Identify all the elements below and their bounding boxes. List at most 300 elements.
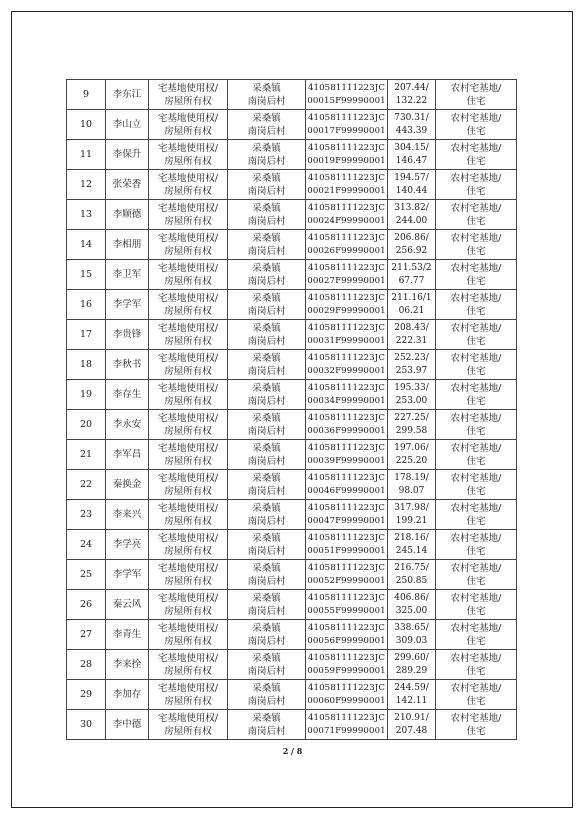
table-row <box>67 380 517 410</box>
land-use-cell-line-2: 住宅 <box>466 155 486 167</box>
row-number-cell: 20 <box>67 410 106 440</box>
land-use-cell-line-1: 农村宅基地/ <box>450 82 502 94</box>
table-row <box>67 710 517 740</box>
unit-code-cell-line-1: 410581111223JC <box>307 682 386 693</box>
unit-code-cell-line-2: 00047F99990001 <box>307 515 386 526</box>
row-number-cell: 17 <box>67 320 106 350</box>
unit-code-cell-line-1: 410581111223JC <box>307 382 386 393</box>
area-cell-line-2: 443.39 <box>395 125 428 136</box>
location-cell-line-2: 南岗后村 <box>247 365 286 377</box>
land-use-cell-line-1: 农村宅基地/ <box>450 622 502 634</box>
location-cell <box>228 230 306 260</box>
unit-code-cell-line-1: 410581111223JC <box>307 712 386 723</box>
location-cell <box>228 260 306 290</box>
location-cell-line-1: 采桑镇 <box>252 622 281 634</box>
owner-name-cell: 李学军 <box>106 560 149 590</box>
land-use-cell-line-2: 住宅 <box>466 275 486 287</box>
land-use-cell <box>436 320 517 350</box>
area-cell-line-2: 256.92 <box>395 245 428 256</box>
unit-code-cell-line-1: 410581111223JC <box>307 592 386 603</box>
location-cell-line-1: 采桑镇 <box>252 472 281 484</box>
area-cell-line-1: 406.86/ <box>394 592 429 603</box>
area-cell-line-2: 207.48 <box>395 725 428 736</box>
right-type-cell <box>149 170 228 200</box>
land-use-cell-line-2: 住宅 <box>466 215 486 227</box>
location-cell-line-1: 采桑镇 <box>252 532 281 544</box>
right-type-cell-line-1: 宅基地使用权/ <box>157 562 219 574</box>
unit-code-cell <box>306 650 388 680</box>
unit-code-cell-line-1: 410581111223JC <box>307 442 386 453</box>
location-cell <box>228 80 306 110</box>
unit-code-cell <box>306 290 388 320</box>
land-use-cell <box>436 170 517 200</box>
unit-code-cell-line-1: 410581111223JC <box>307 172 386 183</box>
table-row <box>67 590 517 620</box>
area-cell <box>388 260 436 290</box>
right-type-cell-line-2: 房屋所有权 <box>164 575 212 587</box>
location-cell-line-2: 南岗后村 <box>247 305 286 317</box>
row-number-cell: 23 <box>67 500 106 530</box>
right-type-cell <box>149 530 228 560</box>
land-use-cell-line-1: 农村宅基地/ <box>450 472 502 484</box>
unit-code-cell-line-2: 00017F99990001 <box>307 125 386 136</box>
right-type-cell <box>149 500 228 530</box>
area-cell <box>388 650 436 680</box>
unit-code-cell <box>306 410 388 440</box>
right-type-cell-line-2: 房屋所有权 <box>164 275 212 287</box>
location-cell-line-1: 采桑镇 <box>252 202 281 214</box>
right-type-cell <box>149 620 228 650</box>
right-type-cell <box>149 380 228 410</box>
right-type-cell <box>149 230 228 260</box>
area-cell <box>388 230 436 260</box>
area-cell-line-1: 211.16/1 <box>391 292 432 303</box>
land-use-cell <box>436 530 517 560</box>
right-type-cell <box>149 440 228 470</box>
right-type-cell-line-1: 宅基地使用权/ <box>157 532 219 544</box>
right-type-cell-line-2: 房屋所有权 <box>164 395 212 407</box>
right-type-cell-line-2: 房屋所有权 <box>164 335 212 347</box>
area-cell <box>388 590 436 620</box>
right-type-cell-line-1: 宅基地使用权/ <box>157 592 219 604</box>
area-cell-line-1: 317.98/ <box>394 502 429 513</box>
unit-code-cell <box>306 710 388 740</box>
land-use-cell <box>436 710 517 740</box>
unit-code-cell <box>306 560 388 590</box>
right-type-cell <box>149 80 228 110</box>
area-cell-line-1: 194.57/ <box>394 172 429 183</box>
location-cell-line-2: 南岗后村 <box>247 485 286 497</box>
right-type-cell-line-1: 宅基地使用权/ <box>157 232 219 244</box>
right-type-cell-line-2: 房屋所有权 <box>164 455 212 467</box>
right-type-cell-line-2: 房屋所有权 <box>164 95 212 107</box>
right-type-cell-line-2: 房屋所有权 <box>164 485 212 497</box>
unit-code-cell-line-1: 410581111223JC <box>307 322 386 333</box>
right-type-cell-line-2: 房屋所有权 <box>164 515 212 527</box>
right-type-cell-line-1: 宅基地使用权/ <box>157 682 219 694</box>
right-type-cell-line-1: 宅基地使用权/ <box>157 472 219 484</box>
land-use-cell <box>436 560 517 590</box>
land-use-cell-line-1: 农村宅基地/ <box>450 562 502 574</box>
location-cell-line-1: 采桑镇 <box>252 82 281 94</box>
right-type-cell-line-2: 房屋所有权 <box>164 425 212 437</box>
land-use-cell-line-2: 住宅 <box>466 425 486 437</box>
right-type-cell <box>149 350 228 380</box>
owner-name-cell: 李来拴 <box>106 650 149 680</box>
land-use-cell-line-2: 住宅 <box>466 455 486 467</box>
unit-code-cell <box>306 500 388 530</box>
owner-name-cell: 李秋书 <box>106 350 149 380</box>
right-type-cell-line-1: 宅基地使用权/ <box>157 502 219 514</box>
unit-code-cell-line-2: 00034F99990001 <box>307 395 386 406</box>
row-number-cell: 14 <box>67 230 106 260</box>
location-cell-line-2: 南岗后村 <box>247 335 286 347</box>
area-cell-line-2: 244.00 <box>395 215 428 226</box>
area-cell <box>388 350 436 380</box>
area-cell-line-1: 207.44/ <box>394 82 429 93</box>
table-row <box>67 290 517 320</box>
location-cell-line-2: 南岗后村 <box>247 545 286 557</box>
location-cell <box>228 680 306 710</box>
land-use-cell <box>436 260 517 290</box>
location-cell <box>228 320 306 350</box>
land-use-cell <box>436 500 517 530</box>
right-type-cell-line-2: 房屋所有权 <box>164 185 212 197</box>
location-cell <box>228 590 306 620</box>
land-use-cell-line-2: 住宅 <box>466 125 486 137</box>
land-use-cell-line-1: 农村宅基地/ <box>450 532 502 544</box>
right-type-cell-line-2: 房屋所有权 <box>164 725 212 737</box>
table-row <box>67 530 517 560</box>
location-cell-line-1: 采桑镇 <box>252 652 281 664</box>
right-type-cell-line-2: 房屋所有权 <box>164 665 212 677</box>
location-cell-line-2: 南岗后村 <box>247 605 286 617</box>
land-use-cell-line-1: 农村宅基地/ <box>450 142 502 154</box>
area-cell-line-1: 227.25/ <box>394 412 429 423</box>
unit-code-cell-line-1: 410581111223JC <box>307 502 386 513</box>
area-cell-line-2: 225.20 <box>395 455 428 466</box>
land-use-cell-line-2: 住宅 <box>466 665 486 677</box>
area-cell <box>388 470 436 500</box>
area-cell-line-2: 67.77 <box>398 275 425 286</box>
location-cell <box>228 140 306 170</box>
unit-code-cell-line-2: 00032F99990001 <box>307 365 386 376</box>
land-use-cell-line-1: 农村宅基地/ <box>450 172 502 184</box>
location-cell <box>228 710 306 740</box>
location-cell-line-1: 采桑镇 <box>252 412 281 424</box>
unit-code-cell-line-1: 410581111223JC <box>307 532 386 543</box>
unit-code-cell-line-1: 410581111223JC <box>307 142 386 153</box>
unit-code-cell <box>306 440 388 470</box>
row-number-cell: 9 <box>67 80 106 110</box>
table-row <box>67 260 517 290</box>
area-cell-line-1: 208.43/ <box>394 322 429 333</box>
right-type-cell-line-1: 宅基地使用权/ <box>157 652 219 664</box>
row-number-cell: 29 <box>67 680 106 710</box>
right-type-cell-line-1: 宅基地使用权/ <box>157 142 219 154</box>
unit-code-cell <box>306 590 388 620</box>
table-row <box>67 620 517 650</box>
table-row <box>67 440 517 470</box>
area-cell <box>388 140 436 170</box>
location-cell <box>228 650 306 680</box>
table-row <box>67 110 517 140</box>
area-cell-line-2: 289.29 <box>395 665 428 676</box>
unit-code-cell-line-2: 00036F99990001 <box>307 425 386 436</box>
area-cell <box>388 620 436 650</box>
location-cell <box>228 470 306 500</box>
unit-code-cell-line-2: 00056F99990001 <box>307 635 386 646</box>
row-number-cell: 10 <box>67 110 106 140</box>
row-number-cell: 11 <box>67 140 106 170</box>
right-type-cell-line-2: 房屋所有权 <box>164 305 212 317</box>
area-cell-line-2: 140.44 <box>395 185 428 196</box>
area-cell-line-2: 325.00 <box>395 605 428 616</box>
right-type-cell-line-1: 宅基地使用权/ <box>157 262 219 274</box>
location-cell-line-2: 南岗后村 <box>247 215 286 227</box>
land-use-cell-line-1: 农村宅基地/ <box>450 442 502 454</box>
row-number-cell: 26 <box>67 590 106 620</box>
unit-code-cell-line-2: 00019F99990001 <box>307 155 386 166</box>
owner-name-cell: 李相朋 <box>106 230 149 260</box>
location-cell-line-2: 南岗后村 <box>247 665 286 677</box>
area-cell <box>388 680 436 710</box>
unit-code-cell-line-2: 00052F99990001 <box>307 575 386 586</box>
property-rights-table <box>66 79 517 740</box>
unit-code-cell <box>306 140 388 170</box>
right-type-cell-line-1: 宅基地使用权/ <box>157 322 219 334</box>
unit-code-cell-line-2: 00027F99990001 <box>307 275 386 286</box>
right-type-cell-line-2: 房屋所有权 <box>164 155 212 167</box>
land-use-cell-line-1: 农村宅基地/ <box>450 292 502 304</box>
owner-name-cell: 李学军 <box>106 290 149 320</box>
owner-name-cell: 李中德 <box>106 710 149 740</box>
red-stamp-fragment <box>560 414 570 494</box>
owner-name-cell: 秦换金 <box>106 470 149 500</box>
land-use-cell-line-1: 农村宅基地/ <box>450 262 502 274</box>
unit-code-cell-line-2: 00039F99990001 <box>307 455 386 466</box>
right-type-cell <box>149 320 228 350</box>
land-use-cell-line-1: 农村宅基地/ <box>450 682 502 694</box>
row-number-cell: 27 <box>67 620 106 650</box>
table-row <box>67 470 517 500</box>
unit-code-cell-line-2: 00071F99990001 <box>307 725 386 736</box>
unit-code-cell-line-1: 410581111223JC <box>307 112 386 123</box>
right-type-cell <box>149 200 228 230</box>
land-use-cell <box>436 230 517 260</box>
table-row <box>67 140 517 170</box>
row-number-cell: 15 <box>67 260 106 290</box>
area-cell-line-1: 252.23/ <box>394 352 429 363</box>
area-cell <box>388 200 436 230</box>
area-cell <box>388 380 436 410</box>
land-use-cell-line-2: 住宅 <box>466 575 486 587</box>
land-use-cell-line-2: 住宅 <box>466 485 486 497</box>
unit-code-cell-line-2: 00051F99990001 <box>307 545 386 556</box>
row-number-cell: 24 <box>67 530 106 560</box>
right-type-cell-line-2: 房屋所有权 <box>164 605 212 617</box>
owner-name-cell: 李青生 <box>106 620 149 650</box>
unit-code-cell-line-1: 410581111223JC <box>307 472 386 483</box>
row-number-cell: 16 <box>67 290 106 320</box>
right-type-cell <box>149 650 228 680</box>
land-use-cell-line-1: 农村宅基地/ <box>450 382 502 394</box>
area-cell-line-2: 245.14 <box>395 545 428 556</box>
area-cell-line-2: 253.97 <box>395 365 428 376</box>
location-cell-line-1: 采桑镇 <box>252 142 281 154</box>
right-type-cell <box>149 590 228 620</box>
unit-code-cell <box>306 80 388 110</box>
land-use-cell-line-1: 农村宅基地/ <box>450 352 502 364</box>
owner-name-cell: 李永安 <box>106 410 149 440</box>
land-use-cell-line-1: 农村宅基地/ <box>450 322 502 334</box>
area-cell-line-1: 210.91/ <box>394 712 429 723</box>
right-type-cell-line-2: 房屋所有权 <box>164 245 212 257</box>
land-use-cell-line-2: 住宅 <box>466 695 486 707</box>
right-type-cell <box>149 710 228 740</box>
unit-code-cell-line-1: 410581111223JC <box>307 262 386 273</box>
location-cell-line-1: 采桑镇 <box>252 592 281 604</box>
unit-code-cell-line-2: 00046F99990001 <box>307 485 386 496</box>
area-cell-line-2: 142.11 <box>395 695 428 706</box>
land-use-cell-line-1: 农村宅基地/ <box>450 232 502 244</box>
unit-code-cell-line-2: 00021F99990001 <box>307 185 386 196</box>
location-cell-line-2: 南岗后村 <box>247 455 286 467</box>
location-cell-line-2: 南岗后村 <box>247 155 286 167</box>
unit-code-cell-line-1: 410581111223JC <box>307 412 386 423</box>
land-use-cell <box>436 350 517 380</box>
right-type-cell <box>149 680 228 710</box>
right-type-cell-line-2: 房屋所有权 <box>164 695 212 707</box>
unit-code-cell-line-1: 410581111223JC <box>307 562 386 573</box>
location-cell-line-2: 南岗后村 <box>247 695 286 707</box>
land-use-cell-line-2: 住宅 <box>466 245 486 257</box>
row-number-cell: 30 <box>67 710 106 740</box>
land-use-cell <box>436 200 517 230</box>
unit-code-cell <box>306 260 388 290</box>
right-type-cell <box>149 290 228 320</box>
location-cell <box>228 620 306 650</box>
unit-code-cell-line-1: 410581111223JC <box>307 352 386 363</box>
land-use-cell-line-2: 住宅 <box>466 305 486 317</box>
area-cell-line-2: 98.07 <box>398 485 425 496</box>
location-cell-line-2: 南岗后村 <box>247 425 286 437</box>
area-cell-line-2: 146.47 <box>395 155 428 166</box>
table-row <box>67 80 517 110</box>
unit-code-cell-line-2: 00060F99990001 <box>307 695 386 706</box>
area-cell-line-2: 309.03 <box>395 635 428 646</box>
unit-code-cell-line-2: 00059F99990001 <box>307 665 386 676</box>
unit-code-cell <box>306 350 388 380</box>
area-cell <box>388 560 436 590</box>
table-body <box>67 80 517 740</box>
table-row <box>67 560 517 590</box>
area-cell <box>388 110 436 140</box>
owner-name-cell: 李顺德 <box>106 200 149 230</box>
owner-name-cell: 李山立 <box>106 110 149 140</box>
right-type-cell <box>149 470 228 500</box>
unit-code-cell <box>306 320 388 350</box>
land-use-cell-line-2: 住宅 <box>466 335 486 347</box>
location-cell-line-2: 南岗后村 <box>247 395 286 407</box>
land-use-cell-line-2: 住宅 <box>466 95 486 107</box>
unit-code-cell <box>306 680 388 710</box>
unit-code-cell <box>306 110 388 140</box>
right-type-cell-line-2: 房屋所有权 <box>164 125 212 137</box>
owner-name-cell: 李保升 <box>106 140 149 170</box>
right-type-cell-line-1: 宅基地使用权/ <box>157 172 219 184</box>
location-cell-line-1: 采桑镇 <box>252 382 281 394</box>
right-type-cell-line-2: 房屋所有权 <box>164 215 212 227</box>
land-use-cell-line-2: 住宅 <box>466 365 486 377</box>
right-type-cell-line-1: 宅基地使用权/ <box>157 442 219 454</box>
area-cell <box>388 710 436 740</box>
area-cell <box>388 320 436 350</box>
location-cell-line-1: 采桑镇 <box>252 172 281 184</box>
area-cell-line-2: 250.85 <box>395 575 428 586</box>
unit-code-cell-line-1: 410581111223JC <box>307 232 386 243</box>
location-cell-line-2: 南岗后村 <box>247 125 286 137</box>
area-cell <box>388 440 436 470</box>
unit-code-cell-line-2: 00029F99990001 <box>307 305 386 316</box>
land-use-cell-line-2: 住宅 <box>466 515 486 527</box>
land-use-cell <box>436 110 517 140</box>
location-cell <box>228 440 306 470</box>
area-cell-line-1: 730.31/ <box>394 112 429 123</box>
row-number-cell: 18 <box>67 350 106 380</box>
area-cell <box>388 80 436 110</box>
right-type-cell-line-2: 房屋所有权 <box>164 545 212 557</box>
location-cell <box>228 530 306 560</box>
area-cell-line-1: 178.19/ <box>394 472 429 483</box>
area-cell-line-2: 06.21 <box>398 305 425 316</box>
land-use-cell-line-1: 农村宅基地/ <box>450 412 502 424</box>
area-cell-line-1: 244.59/ <box>394 682 429 693</box>
owner-name-cell: 李存生 <box>106 380 149 410</box>
land-use-cell <box>436 650 517 680</box>
land-use-cell-line-1: 农村宅基地/ <box>450 112 502 124</box>
land-use-cell <box>436 590 517 620</box>
location-cell <box>228 350 306 380</box>
area-cell-line-1: 218.16/ <box>394 532 429 543</box>
row-number-cell: 22 <box>67 470 106 500</box>
location-cell-line-2: 南岗后村 <box>247 725 286 737</box>
land-use-cell-line-2: 住宅 <box>466 395 486 407</box>
location-cell <box>228 410 306 440</box>
right-type-cell <box>149 410 228 440</box>
right-type-cell-line-1: 宅基地使用权/ <box>157 352 219 364</box>
location-cell-line-2: 南岗后村 <box>247 95 286 107</box>
location-cell <box>228 110 306 140</box>
unit-code-cell <box>306 530 388 560</box>
owner-name-cell: 秦云风 <box>106 590 149 620</box>
land-use-cell <box>436 290 517 320</box>
location-cell-line-1: 采桑镇 <box>252 682 281 694</box>
area-cell-line-2: 132.22 <box>395 95 428 106</box>
owner-name-cell: 李学亮 <box>106 530 149 560</box>
right-type-cell-line-1: 宅基地使用权/ <box>157 112 219 124</box>
table-row <box>67 200 517 230</box>
location-cell-line-1: 采桑镇 <box>252 322 281 334</box>
table-row <box>67 230 517 260</box>
location-cell <box>228 290 306 320</box>
location-cell <box>228 380 306 410</box>
right-type-cell-line-1: 宅基地使用权/ <box>157 712 219 724</box>
unit-code-cell-line-2: 00024F99990001 <box>307 215 386 226</box>
location-cell-line-2: 南岗后村 <box>247 245 286 257</box>
location-cell-line-1: 采桑镇 <box>252 712 281 724</box>
area-cell-line-1: 304.15/ <box>394 142 429 153</box>
